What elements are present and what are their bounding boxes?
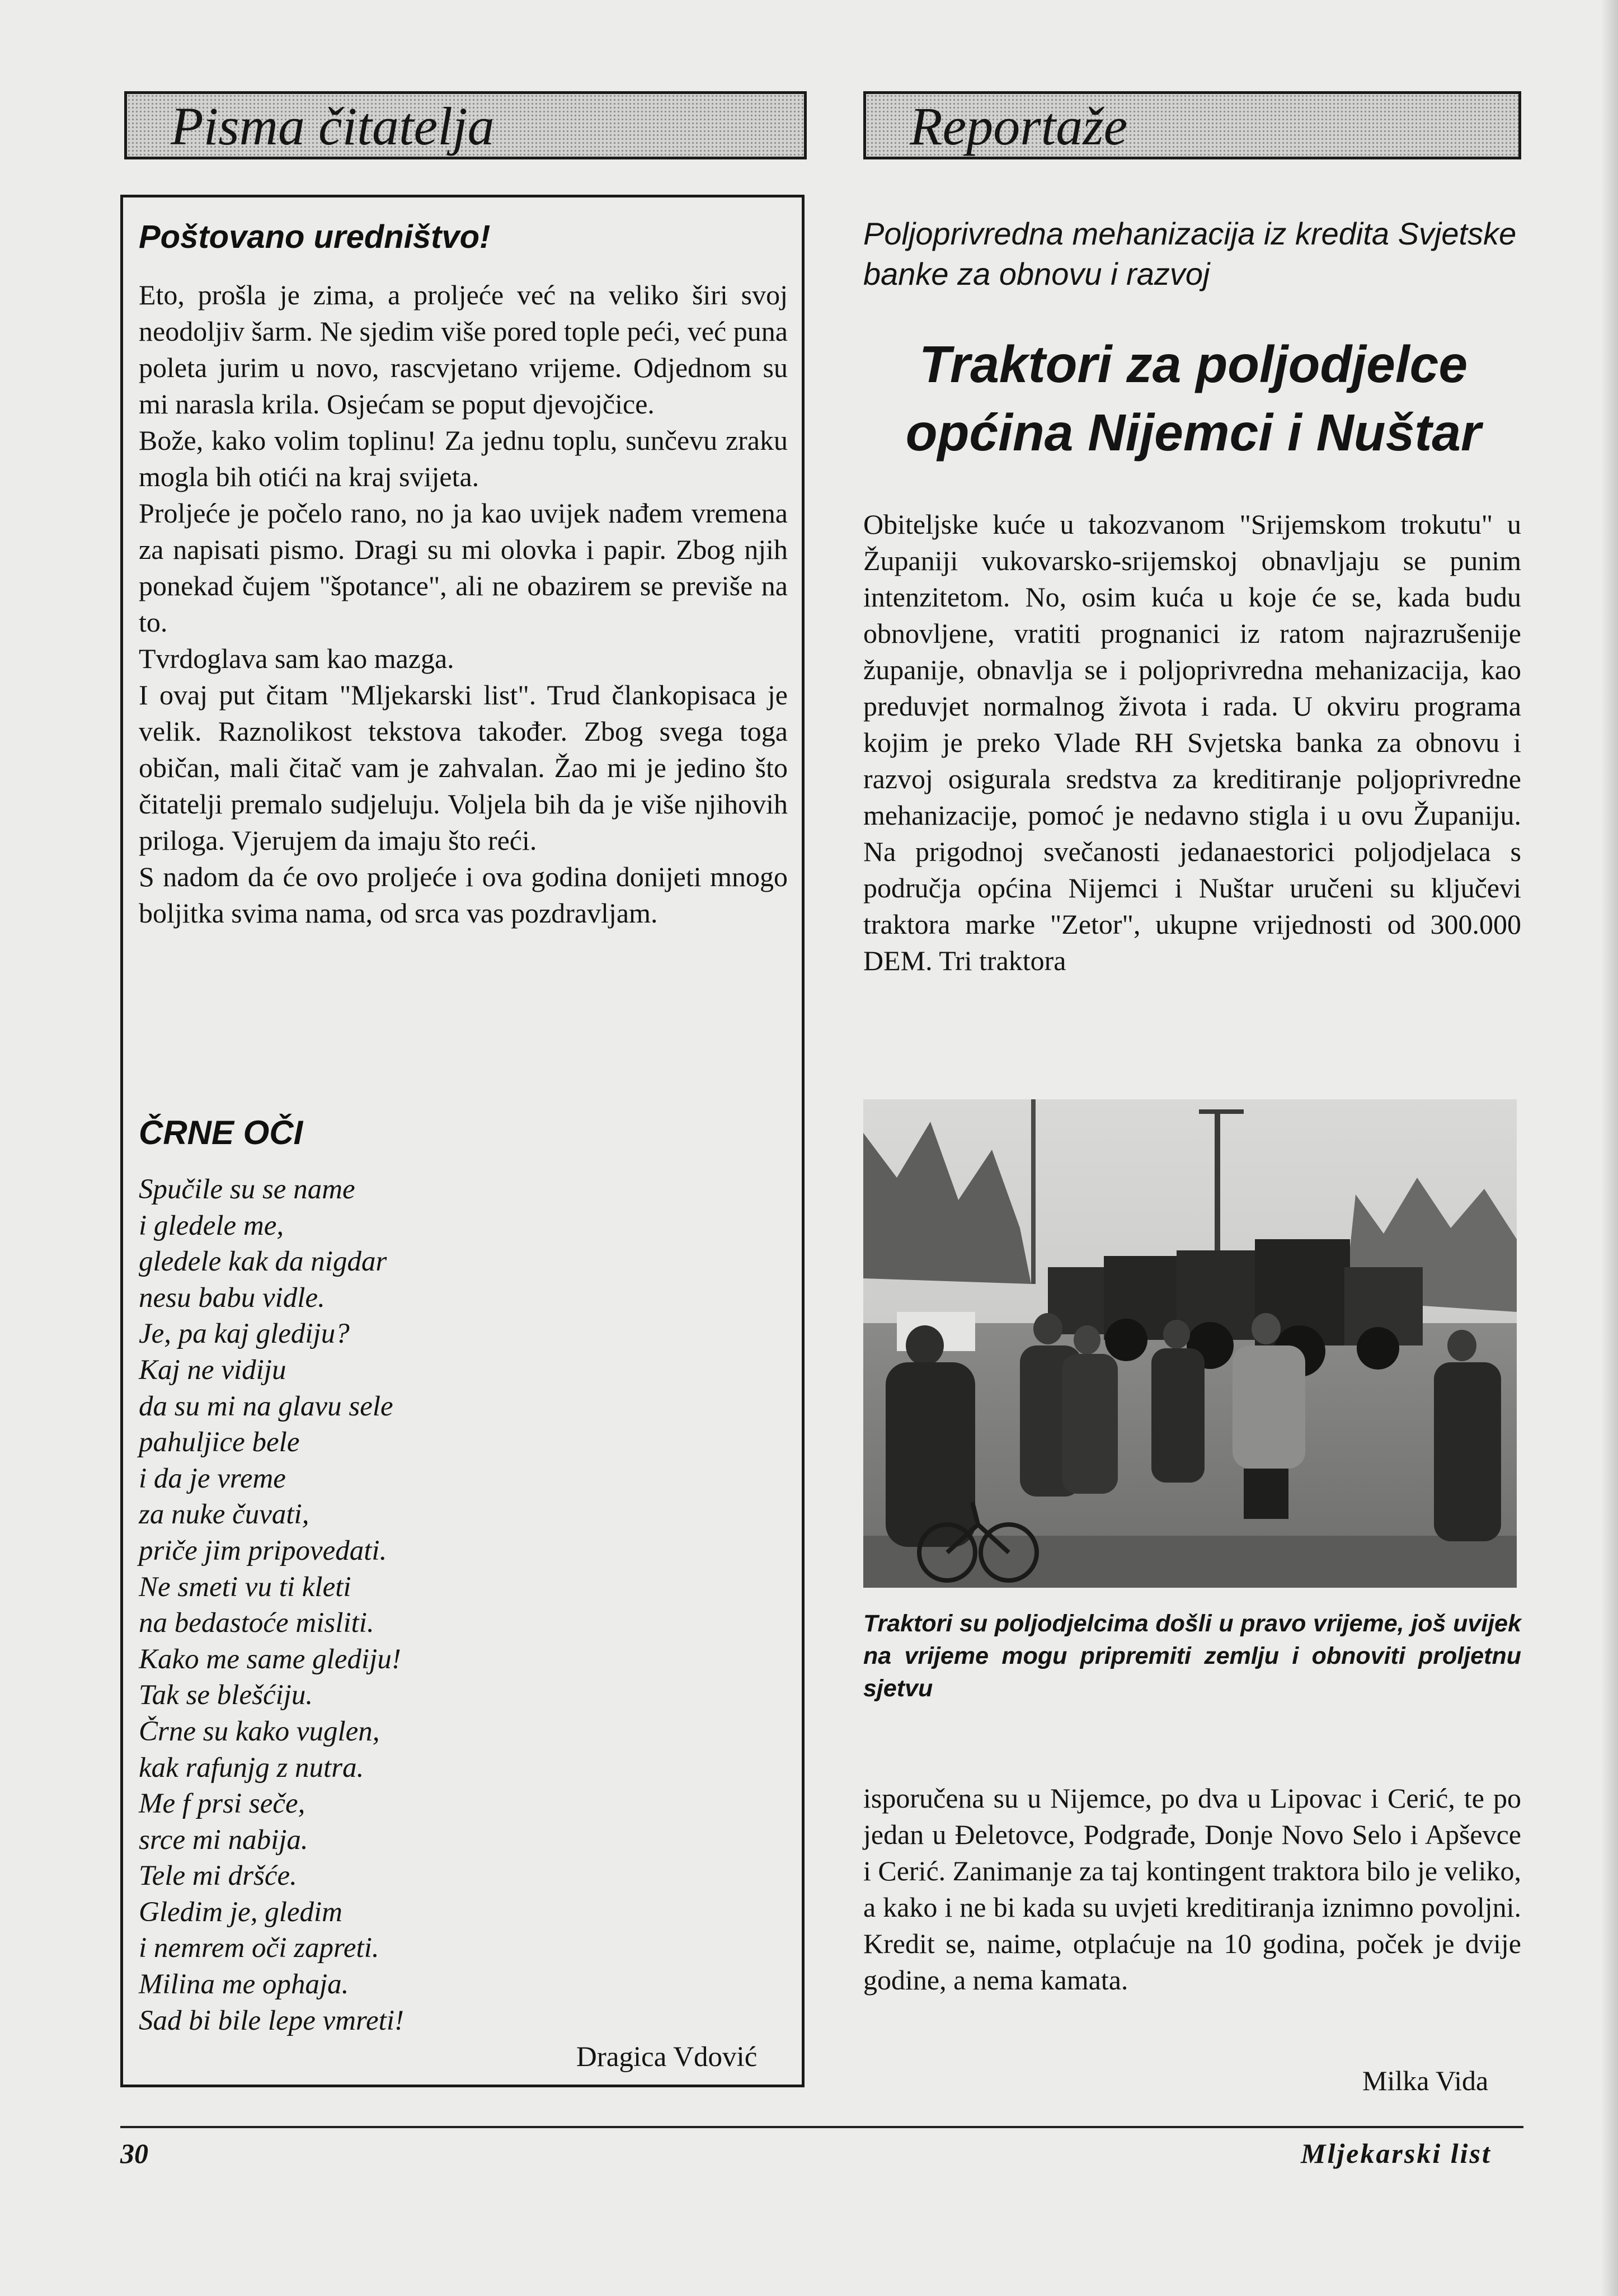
poem xyxy=(139,1171,642,2039)
letter-paragraph: Bože, kako volim toplinu! Za jednu toplu, sunčevu zraku mogla bih otići na kraj svijeta. xyxy=(139,425,788,492)
headline-line: općina Nijemci i Nuštar xyxy=(905,403,1481,462)
poem-line: Sad bi bile lepe vmreti! xyxy=(139,2005,404,2036)
headline-line: Traktori za poljodjelce xyxy=(919,335,1468,393)
letter-body xyxy=(139,277,788,931)
poem-line: Kako me same glediju! xyxy=(139,1643,401,1675)
poem-line: Spučile su se name xyxy=(139,1174,355,1205)
section-banner-pisma-citatelja xyxy=(124,91,807,159)
article-headline xyxy=(863,330,1523,467)
poem-line: na bedastoće misliti. xyxy=(139,1607,374,1639)
article-body: Obiteljske kuće u takozvanom "Srijemskom trokutu" u Županiji vukovarsko-srijemskoj obnavljaju se punim intenzitetom. No, osim kuća u koje će se, kada budu obnovljene, vratiti prognanici iz ratom najrazrušenije županije, obnavlja se i poljoprivredna mehanizacija, kao preduvjet normalnog života i rada. U okviru programa kojim je preko Vlade RH Svjetska banka za obnovu i razvoj osigurala sredstva za kreditiranje poljoprivredne mehanizacije, pomoć je nedavno stigla i u ovu Županiju. Na prigodnoj svečanosti jedanaestorici poljodjelaca s područja općina Nijemci i Nuštar uručeni su ključevi traktora marke "Zetor", ukupne vrijednosti od 300.000 DEM. Tri traktora xyxy=(863,509,1521,976)
page-edge-shadow xyxy=(1601,0,1618,2296)
poem-line: pahuljice bele xyxy=(139,1427,300,1458)
poem-line: Me f prsi seče, xyxy=(139,1788,305,1820)
poem-line: priče jim pripovedati. xyxy=(139,1535,387,1566)
poem-author: Dragica Vdović xyxy=(576,2041,758,2073)
article-deck: Poljoprivredna mehanizacija iz kredita Svjetske banke za obnovu i razvoj xyxy=(863,216,1517,291)
poem-line: da su mi na glavu sele xyxy=(139,1390,393,1422)
letter-heading: Poštovano uredništvo! xyxy=(139,219,491,255)
tractor-photo xyxy=(863,1099,1517,1588)
poem-line: Tak se blešćiju. xyxy=(139,1679,313,1711)
poem-line: Je, pa kaj glediju? xyxy=(139,1318,350,1350)
letter-paragraph: S nadom da će ovo proljeće i ova godina donijeti mnogo boljitka svima nama, od srca vas pozdravljam. xyxy=(139,861,788,929)
publication-name: Mljekarski list xyxy=(1301,2138,1492,2169)
poem-line: Tele mi dršće. xyxy=(139,1860,297,1892)
poem-line: Črne su kako vuglen, xyxy=(139,1715,380,1747)
poem-line: Milina me ophaja. xyxy=(139,1969,349,2001)
letter-paragraph: Proljeće je počelo rano, no ja kao uvijek nađem vremena za napisati pismo. Dragi su mi olovka i papir. Zbog njih ponekad čujem "špotance", ali ne obazirem se previše na to. xyxy=(139,497,788,638)
poem-line: nesu babu vidle. xyxy=(139,1282,325,1314)
letter-paragraph: Tvrdoglava sam kao mazga. xyxy=(139,643,454,674)
section-banner-reportaze xyxy=(863,91,1521,159)
poem-title: ČRNE OČI xyxy=(139,1114,303,1151)
poem-line: i gledele me, xyxy=(139,1210,284,1241)
photo-caption: Traktori su poljodjelcima došli u pravo vrijeme, još uvijek na vrijeme mogu pripremiti zemlju i obnoviti proljetnu sjetvu xyxy=(863,1610,1521,1702)
article-byline: Milka Vida xyxy=(1362,2065,1489,2096)
poem-line: Kaj ne vidiju xyxy=(139,1354,286,1386)
page-number: 30 xyxy=(120,2138,148,2169)
poem-line: kak rafunjg z nutra. xyxy=(139,1752,364,1784)
section-title-left: Pisma čitatelja xyxy=(171,96,495,156)
section-title-right: Reportaže xyxy=(910,96,1128,156)
letter-paragraph: I ovaj put čitam "Mljekarski list". Trud člankopisaca je velik. Raznolikost tekstova također. Zbog svega toga običan, mali čitač vam je zahvalan. Žao mi je jedino što čitatelji premalo sudjeluju. Voljela bih da je više njihovih priloga. Vjerujem da imaju što reći. xyxy=(139,679,788,856)
letter-paragraph: Eto, prošla je zima, a proljeće već na veliko širi svoj neodoljiv šarm. Ne sjedim više pored tople peći, već puna poleta jurim u novo, rascvjetano vrijeme. Odjednom su mi narasla krila. Osjećam se poput djevojčice. xyxy=(139,279,788,420)
poem-line: srce mi nabija. xyxy=(139,1824,308,1856)
poem-line: gledele kak da nigdar xyxy=(139,1246,387,1278)
poem-line: Gledim je, gledim xyxy=(139,1896,342,1928)
poem-line: i da je vreme xyxy=(139,1462,286,1494)
article-body-continued: isporučena su u Nijemce, po dva u Lipovac i Cerić, te po jedan u Đeletovce, Podgrađe, Donje Novo Selo i Apševce i Cerić. Zanimanje za taj kontingent traktora bilo je veliko, a kako i ne bi kada su uvjeti kreditiranja iznimno povoljni. Kredit se, naime, otplaćuje na 10 godina, poček je dvije godine, a nema kamata. xyxy=(863,1782,1522,1996)
poem-line: za nuke čuvati, xyxy=(139,1499,309,1531)
poem-line: i nemrem oči zapreti. xyxy=(139,1932,379,1964)
poem-line: Ne smeti vu ti kleti xyxy=(139,1571,351,1603)
tractor-photo-illustration xyxy=(863,1099,1517,1588)
footer-rule xyxy=(120,2126,1523,2128)
